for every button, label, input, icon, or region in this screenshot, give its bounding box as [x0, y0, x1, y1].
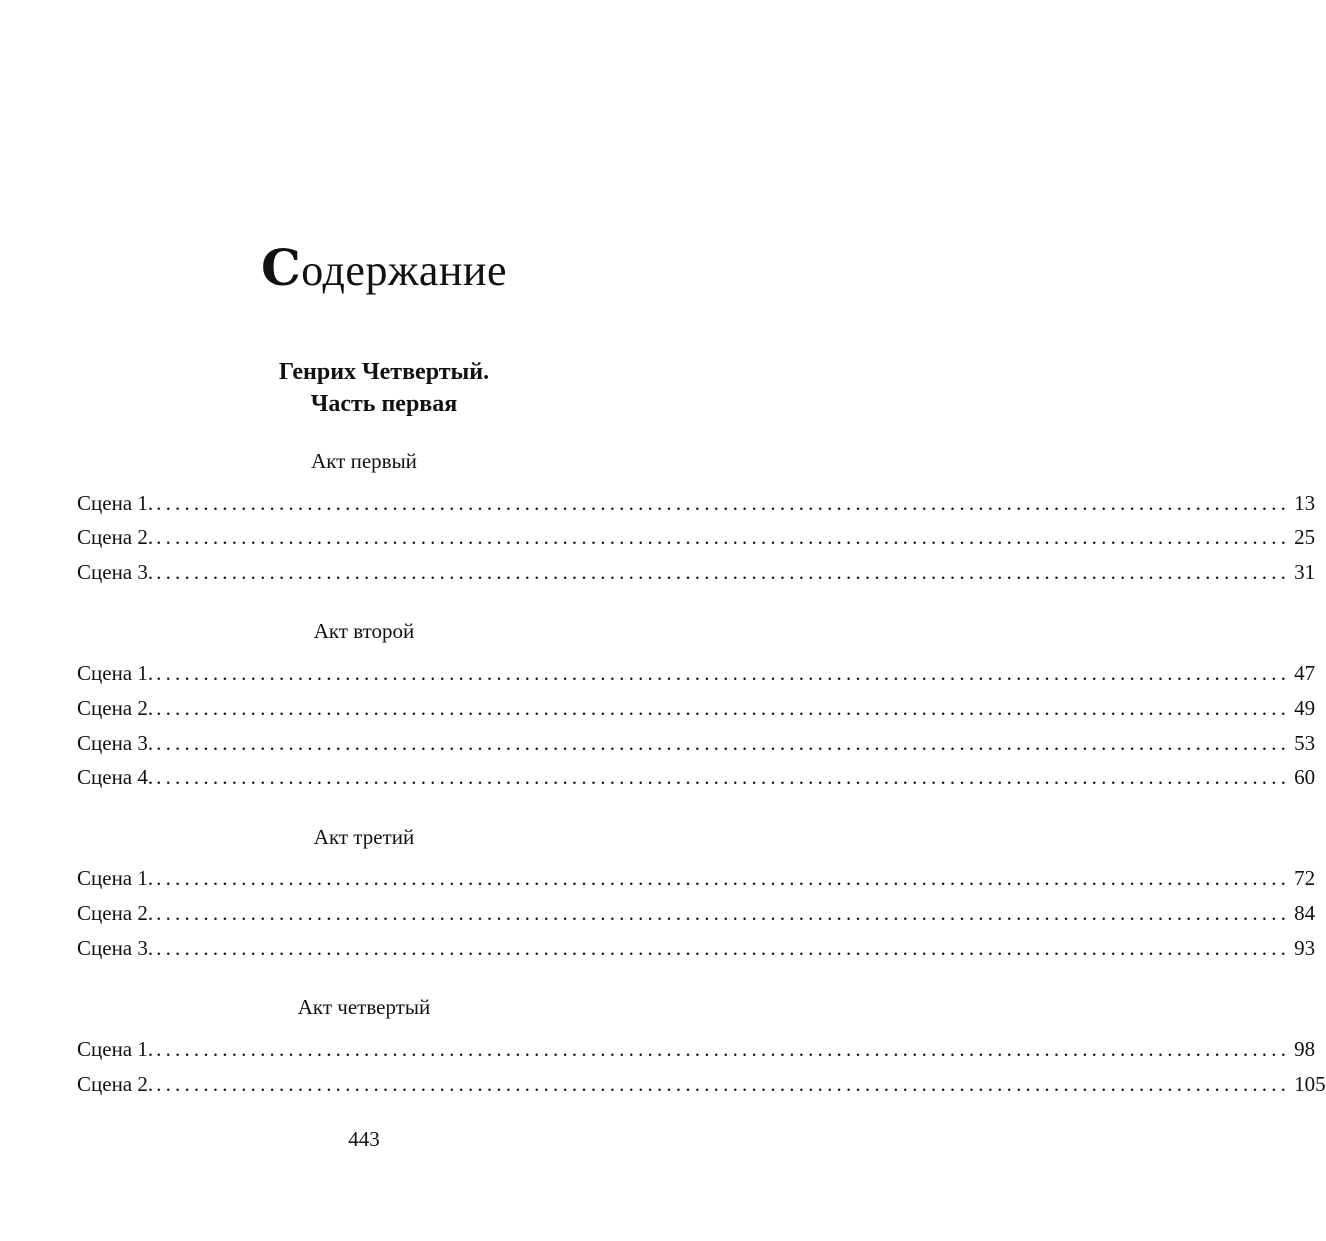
scene-label: Сцена 1.	[77, 491, 154, 515]
act-heading: Акт второй	[313, 619, 415, 643]
scene-label: Сцена 2.	[77, 696, 154, 720]
scene-page-number: 49	[1294, 696, 1316, 720]
work-title-line2: Часть первая	[310, 391, 458, 417]
page-number: 443	[348, 1127, 380, 1151]
scene-label: Сцена 1.	[77, 866, 154, 890]
scene-label: Сцена 2.	[77, 525, 154, 549]
dot-leader: ........................................................................................................................	[156, 560, 1291, 584]
scene-label: Сцена 3.	[77, 560, 154, 584]
toc-entry[interactable]	[77, 863, 1316, 893]
toc-entry[interactable]	[77, 1069, 1326, 1099]
dot-leader: ........................................................................................................................	[156, 696, 1291, 720]
scene-label: Сцена 1.	[77, 1037, 154, 1061]
dot-leader: ........................................................................................................................	[156, 866, 1291, 890]
act-heading: Акт третий	[313, 825, 415, 849]
work-title-line1: Генрих Четвертый.	[278, 359, 490, 385]
scene-label: Сцена 3.	[77, 936, 154, 960]
toc-entry[interactable]	[77, 557, 1316, 587]
dot-leader: ........................................................................................................................	[156, 1037, 1291, 1061]
toc-entry[interactable]	[77, 658, 1316, 688]
toc-entry[interactable]	[77, 1034, 1316, 1064]
dot-leader: ........................................................................................................................	[156, 525, 1291, 549]
toc-entry[interactable]	[77, 933, 1316, 963]
scene-label: Сцена 3.	[77, 731, 154, 755]
scene-page-number: 72	[1294, 866, 1316, 890]
scene-page-number: 13	[1294, 491, 1316, 515]
dot-leader: ........................................................................................................................	[156, 661, 1291, 685]
scene-page-number: 93	[1294, 936, 1316, 960]
dot-leader: ........................................................................................................................	[156, 731, 1291, 755]
toc-entry[interactable]	[77, 762, 1316, 792]
scene-label: Сцена 2.	[77, 901, 154, 925]
toc-entry[interactable]	[77, 693, 1316, 723]
dot-leader: ........................................................................................................................	[156, 491, 1291, 515]
scene-label: Сцена 1.	[77, 661, 154, 685]
scene-page-number: 60	[1294, 765, 1316, 789]
dot-leader: ........................................................................................................................	[156, 1072, 1291, 1096]
work-title	[0, 356, 768, 420]
scene-page-number: 53	[1294, 731, 1316, 755]
scene-page-number: 105	[1294, 1072, 1326, 1096]
scene-label: Сцена 4.	[77, 765, 154, 789]
title-rest: одержание	[301, 246, 507, 295]
toc-entry[interactable]	[77, 728, 1316, 758]
scene-page-number: 25	[1294, 525, 1316, 549]
toc-entry[interactable]	[77, 522, 1316, 552]
dot-leader: ........................................................................................................................	[156, 765, 1291, 789]
scene-page-number: 31	[1294, 560, 1316, 584]
scene-page-number: 47	[1294, 661, 1316, 685]
page-title	[0, 238, 768, 301]
act-heading: Акт четвертый	[297, 995, 431, 1019]
dot-leader: ........................................................................................................................	[156, 936, 1291, 960]
toc-entry[interactable]	[77, 488, 1316, 518]
scene-label: Сцена 2.	[77, 1072, 154, 1096]
act-heading: Акт первый	[311, 449, 417, 473]
toc-entry[interactable]	[77, 898, 1316, 928]
scene-page-number: 84	[1294, 901, 1316, 925]
dot-leader: ........................................................................................................................	[156, 901, 1291, 925]
title-initial: С	[261, 238, 302, 297]
scene-page-number: 98	[1294, 1037, 1316, 1061]
